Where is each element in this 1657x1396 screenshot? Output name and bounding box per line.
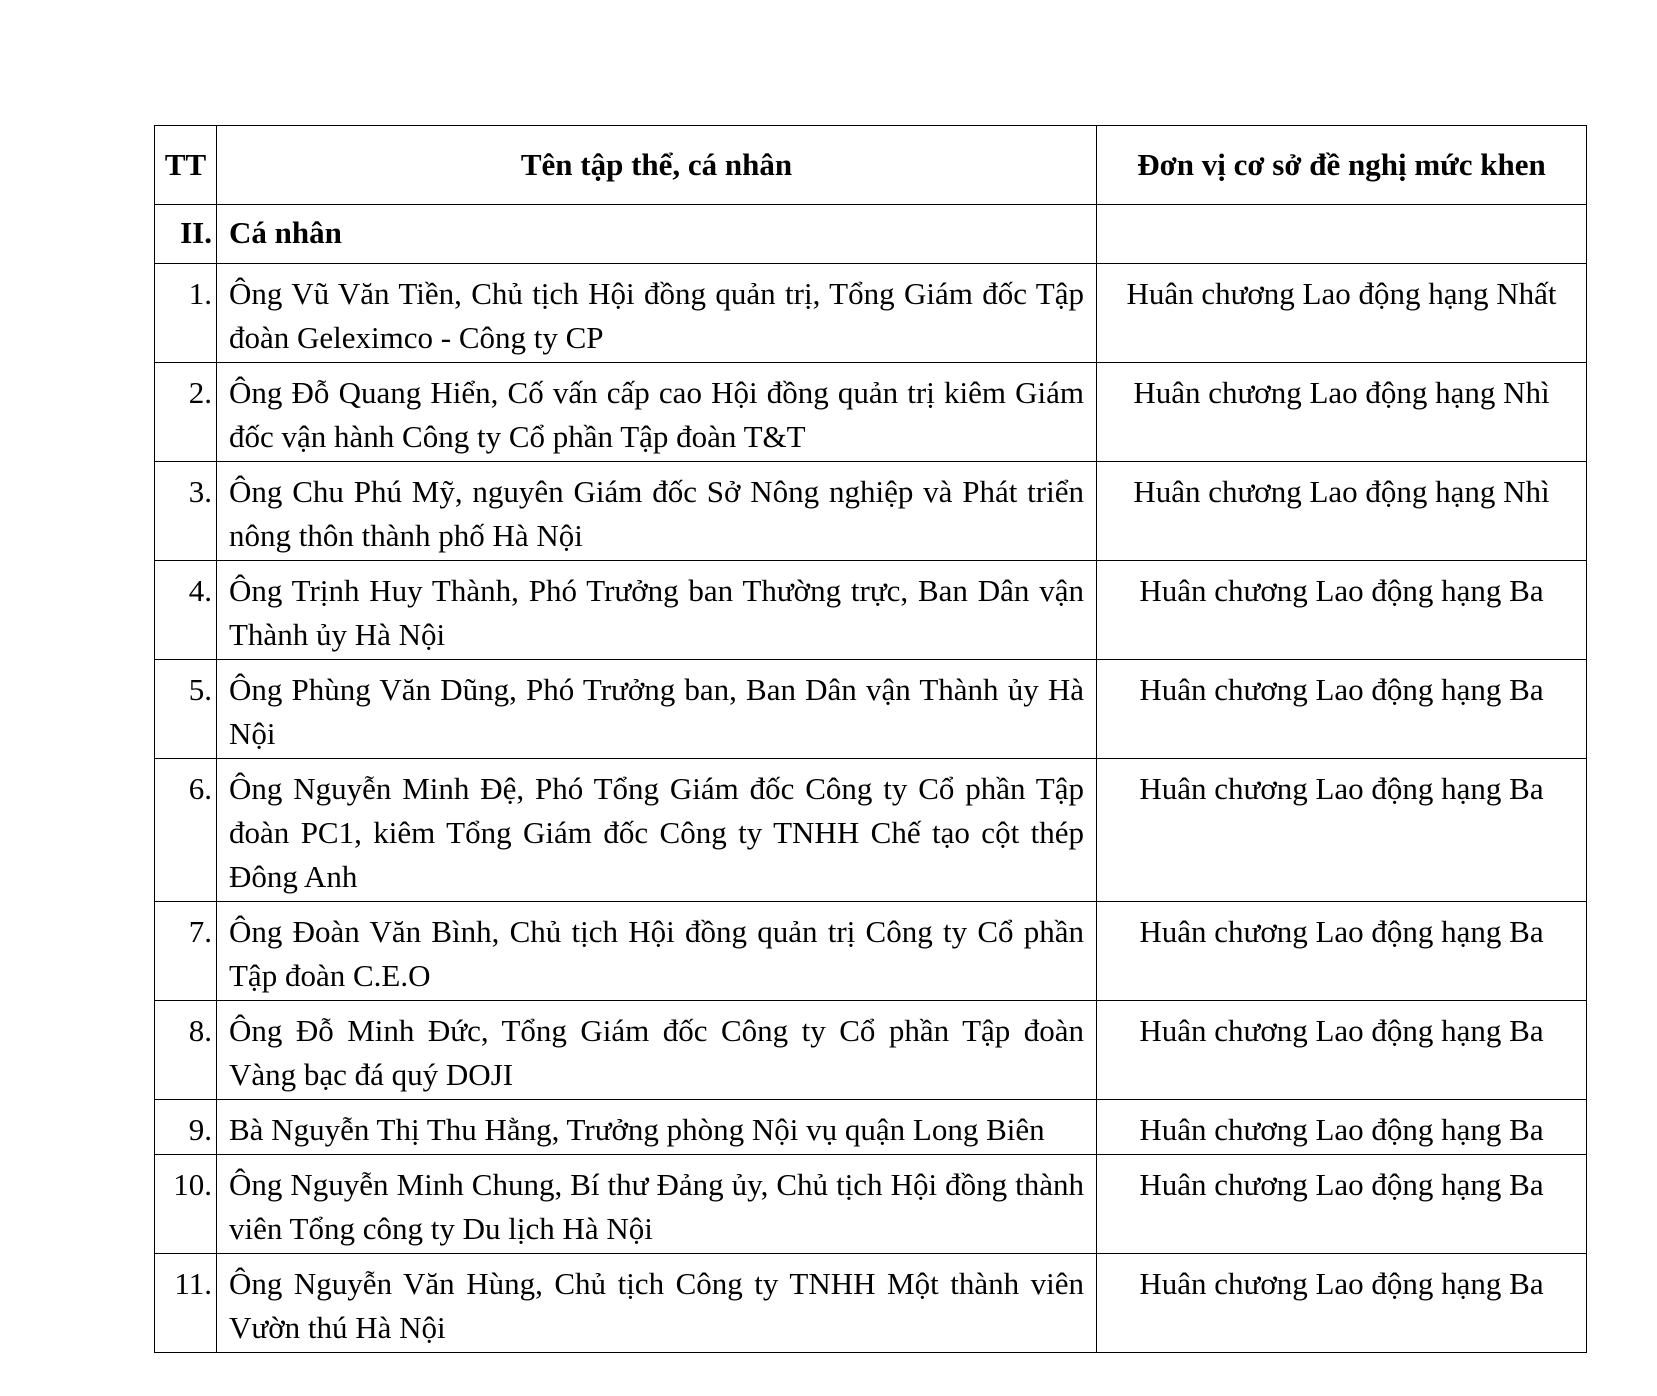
awards-table (154, 125, 1587, 1353)
table-header-row (155, 126, 1587, 205)
section-title: Cá nhân (217, 205, 1097, 264)
table-row (155, 902, 1587, 1001)
row-award: Huân chương Lao động hạng Nhì (1097, 462, 1587, 561)
row-number: 4. (155, 561, 217, 660)
section-award (1097, 205, 1587, 264)
row-number: 9. (155, 1100, 217, 1155)
row-name: Ông Nguyễn Minh Chung, Bí thư Đảng ủy, Chủ tịch Hội đồng thành viên Tổng công ty Du lịch Hà Nội (217, 1155, 1097, 1254)
row-award: Huân chương Lao động hạng Ba (1097, 1001, 1587, 1100)
row-number: 1. (155, 264, 217, 363)
row-number: 2. (155, 363, 217, 462)
row-award: Huân chương Lao động hạng Ba (1097, 1254, 1587, 1353)
row-number: 6. (155, 759, 217, 902)
header-tt: TT (155, 126, 217, 205)
row-name: Ông Đỗ Minh Đức, Tổng Giám đốc Công ty Cổ phần Tập đoàn Vàng bạc đá quý DOJI (217, 1001, 1097, 1100)
table-row (155, 561, 1587, 660)
table-row (155, 363, 1587, 462)
table-row (155, 660, 1587, 759)
row-number: 8. (155, 1001, 217, 1100)
table-row (155, 1155, 1587, 1254)
row-name: Ông Nguyễn Văn Hùng, Chủ tịch Công ty TNHH Một thành viên Vườn thú Hà Nội (217, 1254, 1097, 1353)
row-name: Ông Vũ Văn Tiền, Chủ tịch Hội đồng quản trị, Tổng Giám đốc Tập đoàn Geleximco - Công ty CP (217, 264, 1097, 363)
row-name: Ông Trịnh Huy Thành, Phó Trưởng ban Thường trực, Ban Dân vận Thành ủy Hà Nội (217, 561, 1097, 660)
row-number: 10. (155, 1155, 217, 1254)
row-number: 11. (155, 1254, 217, 1353)
header-award: Đơn vị cơ sở đề nghị mức khen (1097, 126, 1587, 205)
row-name: Ông Đỗ Quang Hiển, Cố vấn cấp cao Hội đồng quản trị kiêm Giám đốc vận hành Công ty Cổ phần Tập đoàn T&T (217, 363, 1097, 462)
section-number: II. (155, 205, 217, 264)
row-award: Huân chương Lao động hạng Ba (1097, 561, 1587, 660)
row-name: Ông Nguyễn Minh Đệ, Phó Tổng Giám đốc Công ty Cổ phần Tập đoàn PC1, kiêm Tổng Giám đốc Công ty TNHH Chế tạo cột thép Đông Anh (217, 759, 1097, 902)
section-row (155, 205, 1587, 264)
table-row (155, 1254, 1587, 1353)
row-number: 7. (155, 902, 217, 1001)
row-name: Bà Nguyễn Thị Thu Hằng, Trưởng phòng Nội vụ quận Long Biên (217, 1100, 1097, 1155)
row-name: Ông Đoàn Văn Bình, Chủ tịch Hội đồng quản trị Công ty Cổ phần Tập đoàn C.E.O (217, 902, 1097, 1001)
row-award: Huân chương Lao động hạng Ba (1097, 1100, 1587, 1155)
table-row (155, 264, 1587, 363)
table-row (155, 462, 1587, 561)
row-award: Huân chương Lao động hạng Ba (1097, 1155, 1587, 1254)
table-row (155, 759, 1587, 902)
table-row (155, 1001, 1587, 1100)
row-name: Ông Phùng Văn Dũng, Phó Trưởng ban, Ban Dân vận Thành ủy Hà Nội (217, 660, 1097, 759)
header-name: Tên tập thể, cá nhân (217, 126, 1097, 205)
row-name: Ông Chu Phú Mỹ, nguyên Giám đốc Sở Nông nghiệp và Phát triển nông thôn thành phố Hà Nội (217, 462, 1097, 561)
row-award: Huân chương Lao động hạng Ba (1097, 902, 1587, 1001)
row-award: Huân chương Lao động hạng Ba (1097, 759, 1587, 902)
table-row (155, 1100, 1587, 1155)
row-number: 3. (155, 462, 217, 561)
row-award: Huân chương Lao động hạng Ba (1097, 660, 1587, 759)
row-award: Huân chương Lao động hạng Nhì (1097, 363, 1587, 462)
row-number: 5. (155, 660, 217, 759)
row-award: Huân chương Lao động hạng Nhất (1097, 264, 1587, 363)
